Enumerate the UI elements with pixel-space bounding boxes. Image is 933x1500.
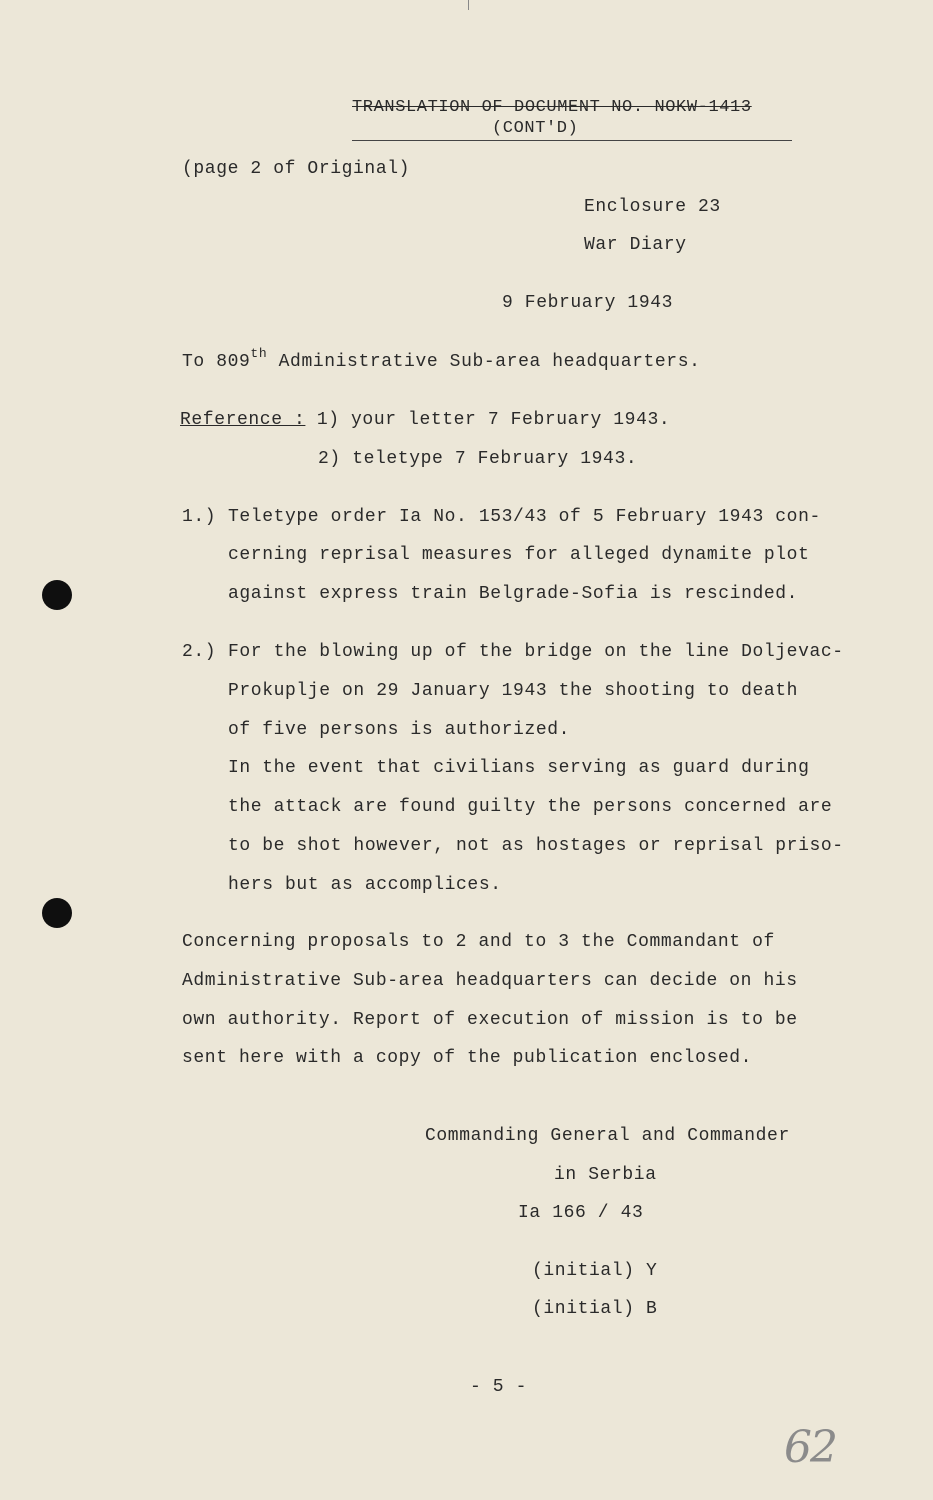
para2-number: 2.) — [182, 642, 217, 662]
reference-line-1 — [180, 409, 670, 431]
para1-line: cerning reprisal measures for alleged dynamite plot — [228, 545, 810, 565]
para2-line: For the blowing up of the bridge on the line Doljevac- — [228, 642, 844, 662]
enclosure-label: Enclosure 23 — [584, 197, 721, 217]
reference-label: Reference : — [180, 410, 306, 430]
reference-item-1: 1) your letter 7 February 1943. — [305, 410, 671, 430]
addressee-line — [182, 346, 701, 374]
header-underline — [352, 140, 792, 141]
para2-line: the attack are found guilty the persons concerned are — [228, 797, 833, 817]
page-number: - 5 - — [470, 1377, 528, 1397]
punch-hole — [42, 898, 72, 928]
para3-line: sent here with a copy of the publication enclosed. — [182, 1048, 753, 1068]
para1-number: 1.) — [182, 507, 217, 527]
para3-line: Administrative Sub-area headquarters can decide on his — [182, 971, 798, 991]
para3-line: Concerning proposals to 2 and to 3 the Commandant of — [182, 932, 775, 952]
addressee-suffix: Administrative Sub-area headquarters. — [267, 352, 701, 372]
initial-2: (initial) B — [532, 1299, 658, 1319]
top-mark — [468, 0, 469, 10]
handwritten-page-number: 62 — [784, 1422, 836, 1473]
para3-line: own authority. Report of execution of mission is to be — [182, 1010, 798, 1030]
signature-reference: Ia 166 / 43 — [518, 1203, 644, 1223]
para1-line: Teletype order Ia No. 153/43 of 5 February 1943 con- — [228, 507, 821, 527]
reference-item-2: 2) teletype 7 February 1943. — [318, 449, 638, 469]
document-date: 9 February 1943 — [502, 293, 674, 313]
para1-line: against express train Belgrade-Sofia is rescinded. — [228, 584, 799, 604]
signature-line-2: in Serbia — [554, 1165, 657, 1185]
addressee-superscript: th — [250, 346, 268, 361]
page-note: (page 2 of Original) — [182, 159, 411, 179]
war-diary-label: War Diary — [584, 235, 687, 255]
para2-line: hers but as accomplices. — [228, 875, 502, 895]
punch-hole — [42, 580, 72, 610]
signature-line-1: Commanding General and Commander — [425, 1126, 790, 1146]
document-title-struck: TRANSLATION OF DOCUMENT NO. NOKW-1413 — [352, 98, 752, 117]
para2-line: to be shot however, not as hostages or reprisal priso- — [228, 836, 844, 856]
addressee-prefix: To 809 — [182, 352, 251, 372]
para2-line: of five persons is authorized. — [228, 720, 571, 740]
document-title-contd: (CONT'D) — [492, 119, 579, 138]
para2-line: In the event that civilians serving as guard during — [228, 758, 810, 778]
initial-1: (initial) Y — [532, 1261, 658, 1281]
para2-line: Prokuplje on 29 January 1943 the shooting to death — [228, 681, 799, 701]
